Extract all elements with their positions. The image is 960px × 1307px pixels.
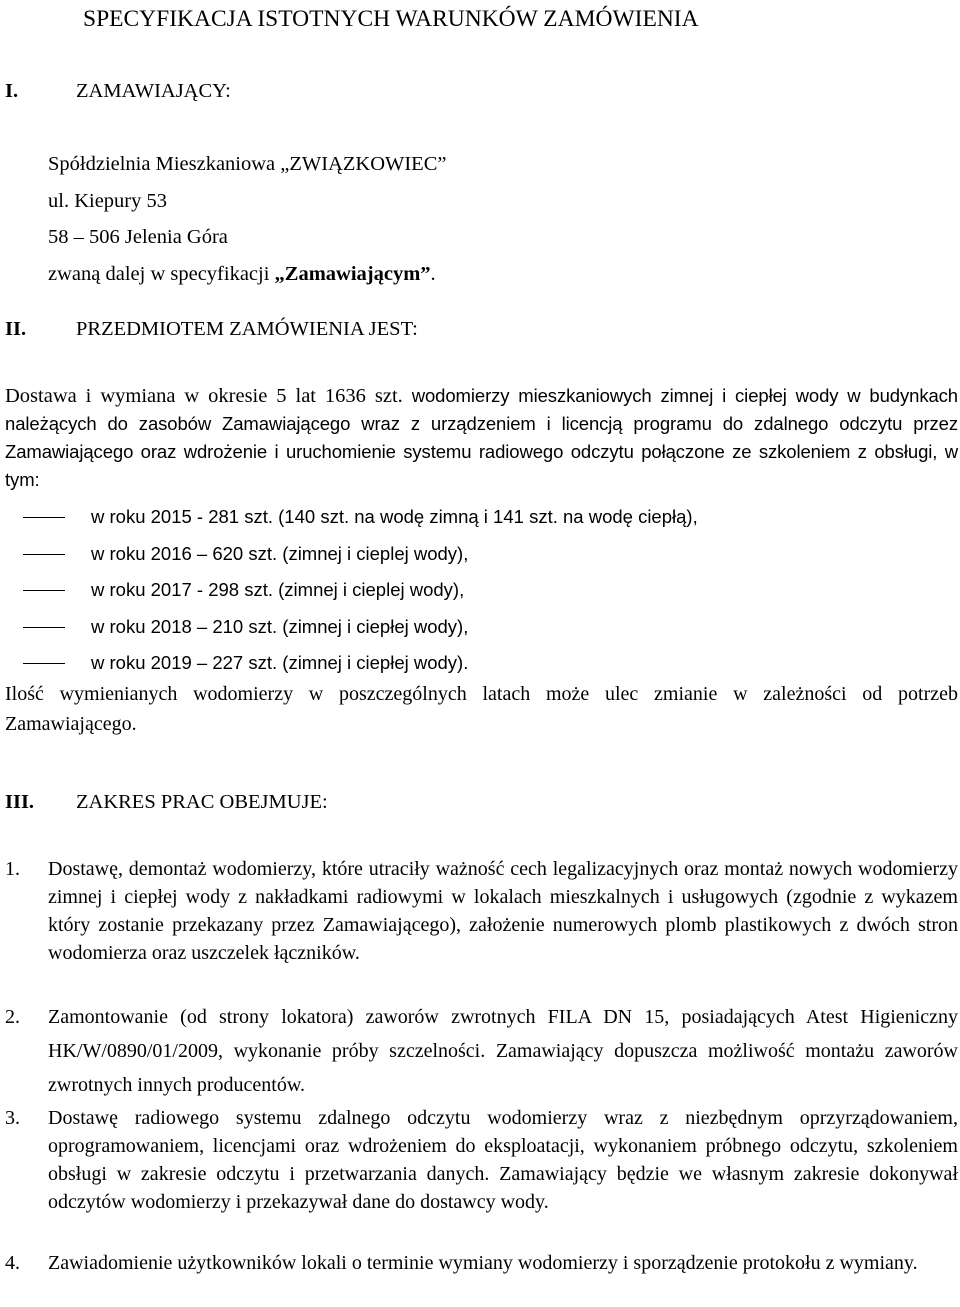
dash-bullet [23,554,65,555]
section-label: PRZEDMIOTEM ZAMÓWIENIA JEST: [76,318,418,340]
section-number: I. [5,80,19,102]
subject-description [5,382,958,494]
dash-bullet [23,627,65,628]
section-number: II. [5,318,27,340]
subject-details: wodomierzy mieszkaniowych zimnej i ciepłej wody w budynkach należących do zasobów Zamawiającego wraz z urządzeniem i licencją programu do zdalnego odczytu przez Zamawiającego oraz wdrożenie i uruchomienie systemu radiowego odczytu połączone ze szkoleniem z obsługi, w tym: [5,385,958,490]
document-title: SPECYFIKACJA ISTOTNYCH WARUNKÓW ZAMÓWIENIA [83,6,699,32]
address-line: 58 – 506 Jelenia Góra [48,226,228,248]
dash-bullet [23,517,65,518]
section-label: ZAKRES PRAC OBEJMUJE: [76,791,328,813]
contracting-party-address [48,146,446,292]
address-line: ul. Kiepury 53 [48,189,167,212]
item-text: Dostawę radiowego systemu zdalnego odczytu wodomierzy wraz z niezbędnym oprzyrządowaniem, oprogramowaniem, licencjami oraz wdrożeniem do eksploatacji, wykonaniem próbnego odczytu, szkoleniem obsługi w zakresie odczytu i przetwarzania danych. Zamawiający będzie we własnym zakresie dokonywał odczytów wodomierzy i przekazywał dane do dostawcy wody. [48,1107,958,1213]
alias-line [48,256,446,293]
item-number: 1. [5,858,20,880]
alias-suffix: . [430,262,436,285]
item-number: 4. [5,1252,20,1274]
alias-prefix: zwaną dalej w specyfikacji [48,262,275,285]
item-text: Zamontowanie (od strony lokatora) zaworów zwrotnych FILA DN 15, posiadających Atest Higieniczny HK/W/0890/01/2009, wykonanie próby szczelności. Zamawiający dopuszcza możliwość montażu zaworów zwrotnych innych producentów. [48,1006,958,1096]
section-label: ZAMAWIAJĄCY: [76,80,231,102]
item-text: Zawiadomienie użytkowników lokali o terminie wymiany wodomierzy i sporządzenie protokołu z wymiany. [48,1252,918,1274]
quantity-note: Ilość wymienianych wodomierzy w poszczególnych latach może ulec zmianie w zależności od potrzeb Zamawiającego. [5,683,958,735]
item-number: 3. [5,1107,20,1129]
section-number: III. [5,791,35,813]
item-text: Dostawę, demontaż wodomierzy, które utraciły ważność cech legalizacyjnych oraz montaż nowych wodomierzy zimnej i ciepłej wody z nakładkami radiowymi w lokalach mieszkalnych i usługowych (zgodnie z wykazem który zostanie przekazany przez Zamawiającego), założenie numerowych plomb plastikowych z dwóch stron wodomierza oraz uszczelek łączników. [48,858,958,964]
dash-bullet [23,663,65,664]
subject-intro: Dostawa i wymiana w okresie 5 lat 1636 szt. [5,385,412,407]
dash-bullet [23,590,65,591]
address-line: Spółdzielnia Mieszkaniowa „ZWIĄZKOWIEC” [48,153,447,175]
alias-name: „Zamawiającym” [274,262,431,285]
item-number: 2. [5,1006,20,1028]
